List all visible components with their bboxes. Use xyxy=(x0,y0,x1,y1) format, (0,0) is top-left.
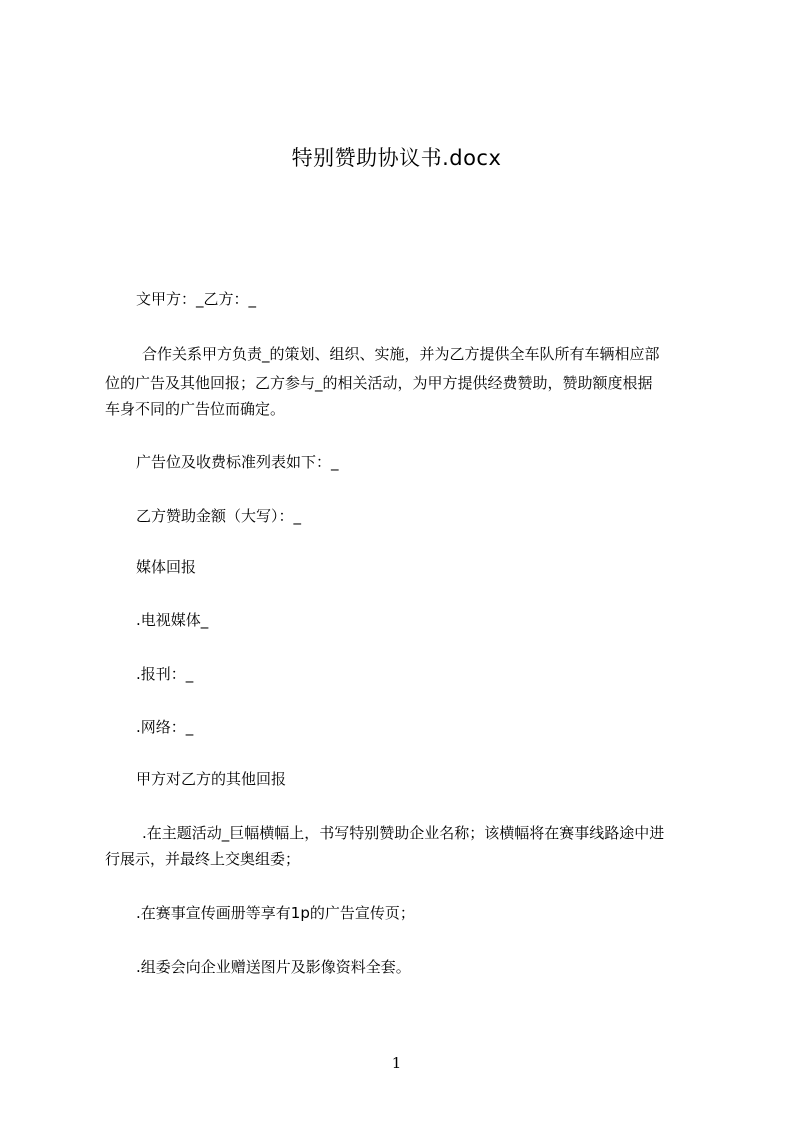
photo-materials-item: .组委会向企业赠送图片及影像资料全套。 xyxy=(136,958,411,976)
paragraph-cooperation-line-2: 位的广告及其他回报；乙方参与_的相关活动，为甲方提供经费赞助，赞助额度根据 xyxy=(105,374,653,392)
party-line: 文甲方：_乙方：_ xyxy=(136,290,257,308)
ad-price-list-line: 广告位及收费标准列表如下：_ xyxy=(136,453,339,471)
media-return-heading: 媒体回报 xyxy=(136,558,197,576)
other-returns-heading: 甲方对乙方的其他回报 xyxy=(136,770,287,788)
document-title: 特别赞助协议书.docx xyxy=(291,146,502,170)
sponsor-amount-line: 乙方赞助金额（大写）：_ xyxy=(136,507,302,525)
page-number: 1 xyxy=(391,1054,402,1072)
banner-item-line-2: 行展示，并最终上交奥组委； xyxy=(105,850,301,868)
paragraph-cooperation-line-3: 车身不同的广告位而确定。 xyxy=(105,400,286,418)
brochure-item: .在赛事宣传画册等享有1p的广告宣传页； xyxy=(136,904,415,922)
network-item: .网络：_ xyxy=(136,718,194,736)
tv-media-item: .电视媒体_ xyxy=(136,611,209,629)
banner-item-line-1: .在主题活动_巨幅横幅上，书写特别赞助企业名称；该横幅将在赛事线路途中进 xyxy=(142,824,665,842)
newspaper-item: .报刊：_ xyxy=(136,665,194,683)
paragraph-cooperation-line-1: 合作关系甲方负责_的策划、组织、实施，并为乙方提供全车队所有车辆相应部 xyxy=(142,345,660,363)
